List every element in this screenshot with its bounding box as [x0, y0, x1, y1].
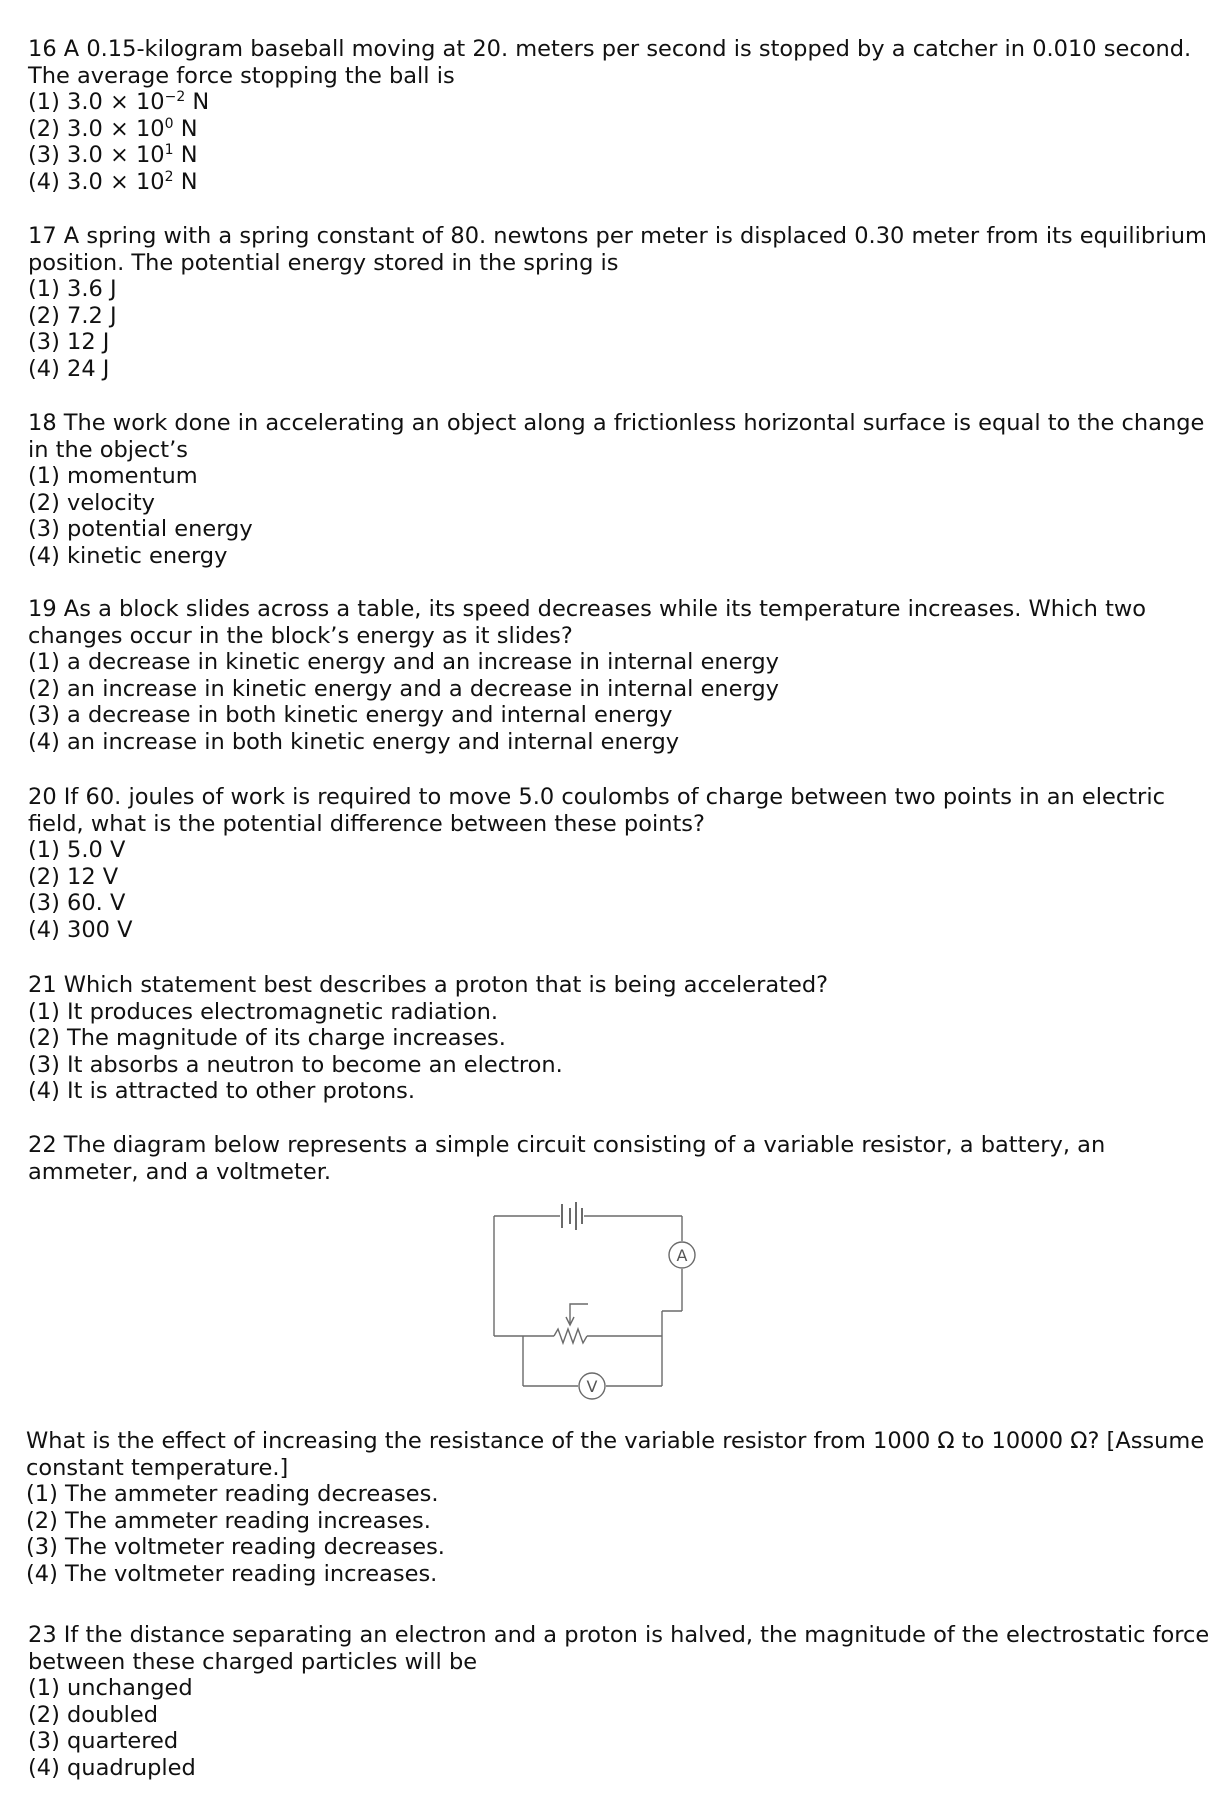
question-stem	[28, 36, 1218, 89]
question-number: 17	[28, 223, 57, 249]
answer-option: (4) 24 J	[28, 355, 110, 382]
question-22-followup	[26, 1428, 1216, 1587]
answer-option: (1) The ammeter reading decreases.	[26, 1481, 439, 1507]
question-number: 18	[28, 410, 57, 436]
answer-option: (4) It is attracted to other protons.	[28, 1078, 416, 1104]
question-number: 19	[28, 596, 57, 622]
answer-option: (3) quartered	[28, 1728, 179, 1754]
answer-option: (4) The voltmeter reading increases.	[26, 1560, 438, 1587]
question-stem	[28, 784, 1218, 837]
answer-option: (1) momentum	[28, 463, 198, 489]
question-text: A 0.15-kilogram baseball moving at 20. meters per second is stopped by a catcher in 0.010 second. The average force stopping the ball is	[28, 36, 1192, 89]
answer-option: (3) potential energy	[28, 516, 253, 542]
answer-option: (3) a decrease in both kinetic energy and internal energy	[28, 702, 673, 728]
answer-option: (4) kinetic energy	[28, 542, 228, 569]
answer-option: (2) doubled	[28, 1701, 158, 1728]
answer-option: (3) 60. V	[28, 890, 126, 916]
answer-option: (2) The ammeter reading increases.	[26, 1507, 431, 1534]
question-text: The diagram below represents a simple circuit consisting of a variable resistor, a battery, an ammeter, and a voltmeter.	[28, 1132, 1106, 1185]
question-number: 21	[28, 972, 57, 998]
question-18	[28, 410, 1218, 569]
question-text: As a block slides across a table, its speed decreases while its temperature increases. Which two changes occur in the block’s energy as it slides?	[28, 596, 1147, 649]
question-stem	[28, 596, 1218, 649]
question-stem	[28, 223, 1218, 276]
answer-option: (1) $3.0 \times 10^{-2}$ N	[28, 89, 210, 115]
question-text: If 60. joules of work is required to move 5.0 coulombs of charge between two points in an electric field, what is the potential difference between these points?	[28, 784, 1165, 837]
question-number: 22	[28, 1132, 57, 1158]
question-19	[28, 596, 1218, 755]
answer-option: (2) $3.0 \times 10^0$ N	[28, 115, 198, 142]
answer-option: (2) 12 V	[28, 863, 119, 890]
answer-option: (1) unchanged	[28, 1675, 193, 1701]
question-text: The work done in accelerating an object along a frictionless horizontal surface is equal to the change in the object’s	[28, 410, 1205, 463]
answer-option: (3) $3.0 \times 10^1$ N	[28, 142, 198, 168]
answer-option: (1) 5.0 V	[28, 837, 126, 863]
answer-option: (1) 3.6 J	[28, 276, 117, 302]
question-22	[28, 1132, 1218, 1185]
answer-option: (2) velocity	[28, 489, 155, 516]
question-text: Which statement best describes a proton that is being accelerated?	[63, 972, 829, 998]
question-16	[28, 36, 1218, 195]
circuit-diagram	[486, 1196, 722, 1416]
answer-option: (4) an increase in both kinetic energy and internal energy	[28, 728, 680, 755]
question-20	[28, 784, 1218, 943]
voltmeter-label: V	[586, 1377, 598, 1396]
variable-resistor	[554, 1329, 587, 1343]
question-23	[28, 1622, 1218, 1781]
answer-option: (4) $3.0 \times 10^2$ N	[28, 168, 198, 195]
answer-option: (1) a decrease in kinetic energy and an increase in internal energy	[28, 649, 779, 675]
question-stem	[28, 1622, 1218, 1675]
answer-option: (4) quadrupled	[28, 1754, 196, 1781]
question-text: What is the effect of increasing the resistance of the variable resistor from 1000 Ω to 10000 Ω? [Assume constant temperature.]	[26, 1428, 1205, 1481]
answer-option: (2) The magnitude of its charge increases.	[28, 1025, 506, 1051]
question-stem	[28, 972, 1218, 999]
question-text: If the distance separating an electron and a proton is halved, the magnitude of the electrostatic force between these charged particles will be	[28, 1622, 1210, 1675]
answer-option: (3) 12 J	[28, 329, 110, 355]
question-number: 23	[28, 1622, 57, 1648]
question-stem	[28, 1132, 1218, 1185]
answer-option: (1) It produces electromagnetic radiation.	[28, 998, 499, 1025]
ammeter-label: A	[676, 1246, 688, 1265]
answer-option: (3) It absorbs a neutron to become an electron.	[28, 1051, 563, 1078]
question-number: 20	[28, 784, 57, 810]
question-17	[28, 223, 1218, 382]
answer-option: (4) 300 V	[28, 916, 133, 943]
question-number: 16	[28, 36, 57, 62]
question-21	[28, 972, 1218, 1105]
question-text: A spring with a spring constant of 80. newtons per meter is displaced 0.30 meter from its equilibrium position. The potential energy stored in the spring is	[28, 223, 1207, 276]
answer-option: (2) an increase in kinetic energy and a decrease in internal energy	[28, 675, 779, 702]
answer-option: (2) 7.2 J	[28, 302, 117, 329]
answer-option: (3) The voltmeter reading decreases.	[26, 1534, 445, 1560]
question-stem	[28, 410, 1218, 463]
